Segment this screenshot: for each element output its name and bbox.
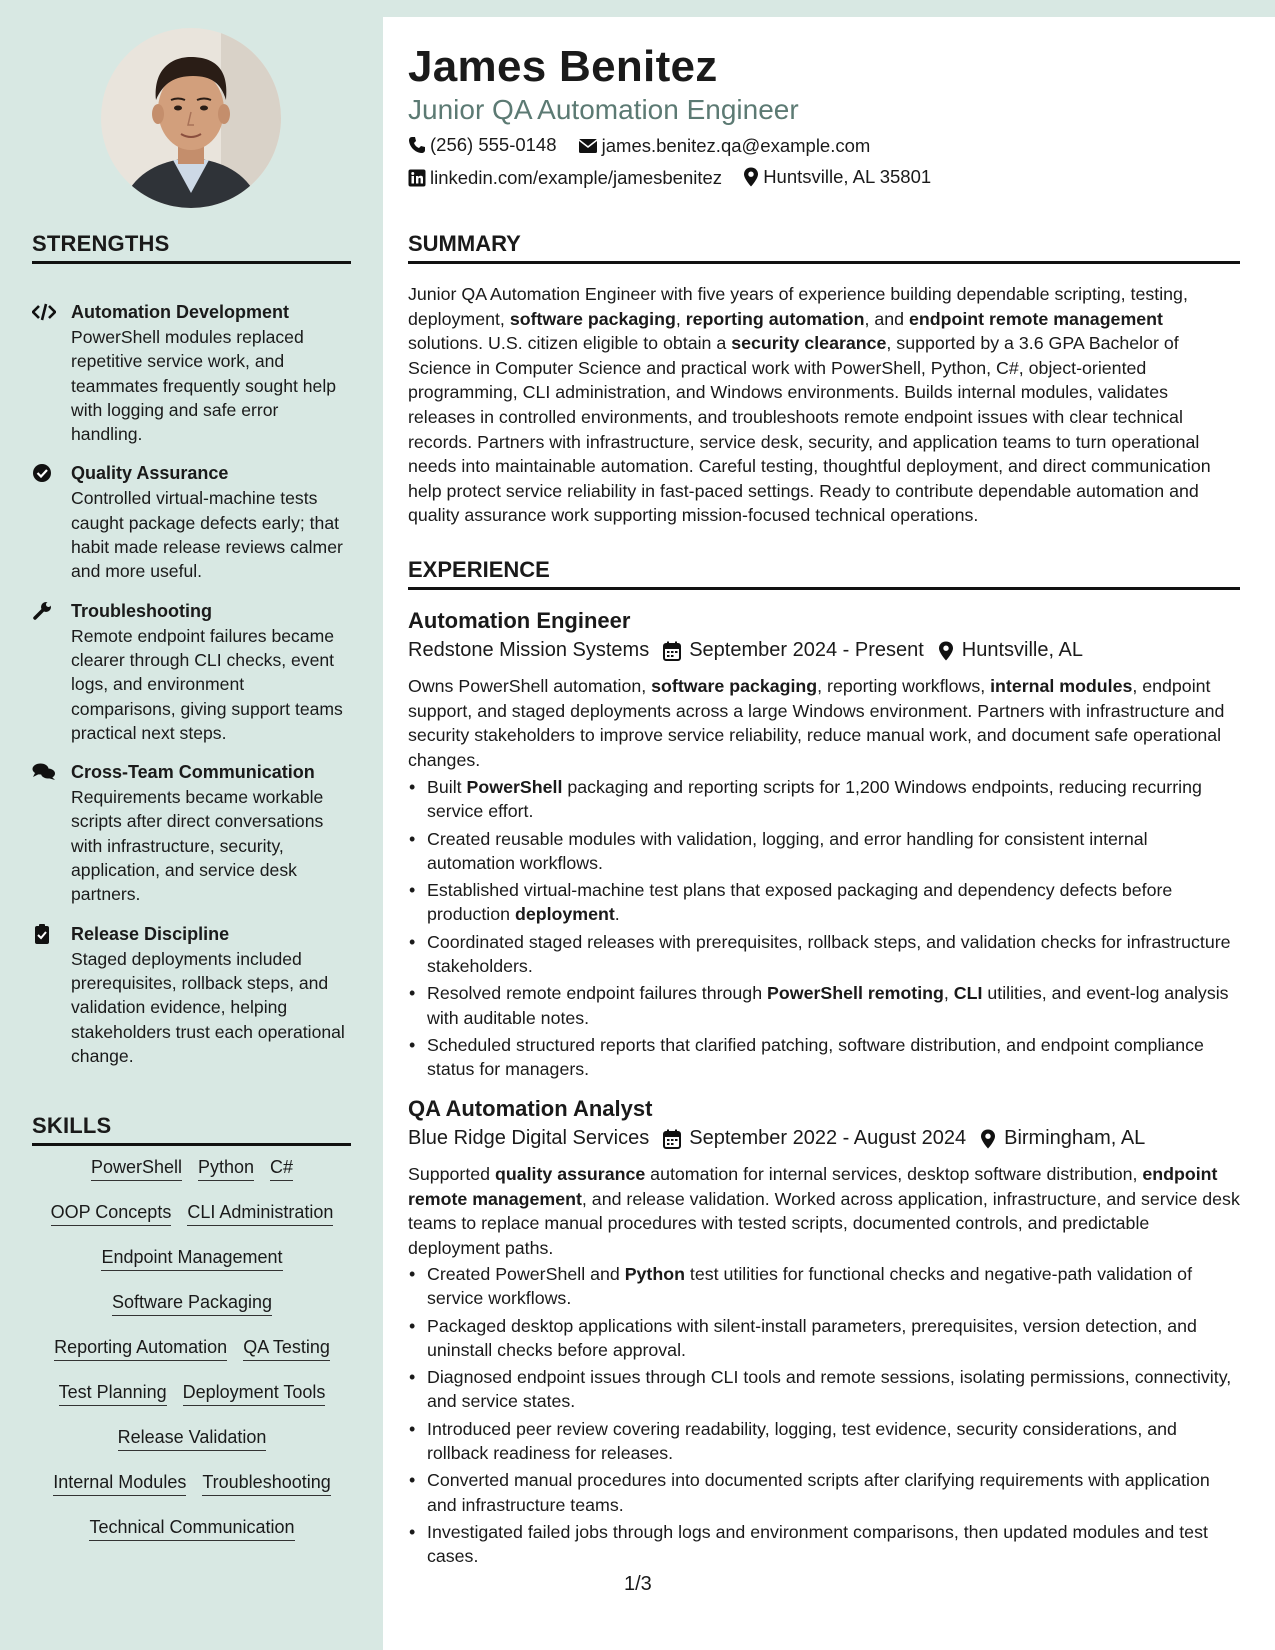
strength-text: Controlled virtual-machine tests caught package defects early; that habit made release reviews calmer and more useful. [71, 488, 343, 582]
list-item: • Packaged desktop applications with silent-install parameters, prerequisites, version detection, and uninstall checks before approval. [408, 1314, 1240, 1363]
skill-row [32, 1156, 352, 1201]
job-description: Owns PowerShell automation, software packaging, reporting workflows, internal modules, endpoint support, and staged deployments across a large Windows environment. Partners with infrastructure and security stakeholders to improve service reliability, reduce manual work, and document safe operational changes. [408, 676, 1225, 770]
linkedin-contact[interactable] [408, 167, 722, 189]
job-title: QA Automation Analyst [408, 1096, 653, 1121]
skill-row [32, 1381, 352, 1426]
skill-row [32, 1201, 352, 1246]
contact-row-2 [408, 166, 947, 192]
company-name: Redstone Mission Systems [408, 639, 650, 661]
skill-row [32, 1246, 352, 1291]
map-pin-icon [980, 1129, 996, 1149]
list-item: • Scheduled structured reports that clarified patching, software distribution, and endpoint compliance status for managers. [408, 1033, 1240, 1082]
skills-list [32, 1156, 352, 1561]
envelope-icon [578, 138, 598, 154]
strength-item [32, 461, 352, 583]
skill-tag: PowerShell [91, 1156, 182, 1181]
calendar-icon [663, 641, 681, 661]
job-location: Huntsville, AL [961, 639, 1083, 661]
top-band [383, 0, 1275, 17]
skills-heading: SKILLS [32, 1113, 351, 1146]
skill-tag: CLI Administration [187, 1201, 333, 1226]
job-dates: September 2022 - August 2024 [689, 1127, 967, 1149]
skill-row [32, 1426, 352, 1471]
linkedin-icon [408, 169, 426, 187]
summary-heading: SUMMARY [408, 231, 1240, 264]
list-item: • Created PowerShell and Python test utilities for functional checks and negative-path validation of service workflows. [408, 1262, 1240, 1311]
list-item: • Built PowerShell packaging and reporting scripts for 1,200 Windows endpoints, reducing recurring service effort. [408, 775, 1240, 824]
skill-tag: Technical Communication [89, 1516, 294, 1541]
strength-title: Release Discipline [71, 923, 230, 944]
list-item: • Coordinated staged releases with prerequisites, rollback steps, and validation checks for infrastructure stakeholders. [408, 930, 1240, 979]
skill-tag: OOP Concepts [51, 1201, 172, 1226]
calendar-icon [663, 1129, 681, 1149]
skill-tag: Release Validation [118, 1426, 267, 1451]
job-description: Supported quality assurance automation for internal services, desktop software distribution, endpoint remote management, and release validation. Worked across application, infrastructure, and service desk teams to replace manual procedures with tested scripts, documented controls, and predictable deployment paths. [408, 1164, 1240, 1258]
page-number: 1/3 [624, 1573, 652, 1595]
candidate-title: Junior QA Automation Engineer [408, 94, 799, 125]
skill-tag: Deployment Tools [183, 1381, 326, 1406]
job-location: Birmingham, AL [1004, 1127, 1146, 1149]
phone-text: (256) 555-0148 [430, 134, 557, 155]
phone-icon [408, 136, 426, 154]
location-text: Huntsville, AL 35801 [763, 166, 932, 187]
list-item: • Resolved remote endpoint failures through PowerShell remoting, CLI utilities, and event-log analysis with auditable notes. [408, 981, 1240, 1030]
skill-tag: C# [270, 1156, 293, 1181]
map-pin-icon [938, 641, 954, 661]
skill-tag: Internal Modules [53, 1471, 186, 1496]
job-title: Automation Engineer [408, 608, 631, 633]
list-item: • Investigated failed jobs through logs and environment comparisons, then updated modules and test cases. [408, 1520, 1240, 1569]
skill-tag: QA Testing [243, 1336, 330, 1361]
contact-row-1 [408, 134, 886, 159]
summary-text: Junior QA Automation Engineer with five years of experience building dependable scripting, testing, deployment, software packaging, reporting automation, and endpoint remote management solutions. U.S. citizen eligible to obtain a security clearance, supported by a 3.6 GPA Bachelor of Science in Computer Science and practical work with PowerShell, Python, C#, object-oriented programming, CLI administration, and Windows environments. Builds internal modules, validates releases in controlled environments, and troubleshoots remote endpoint issues with clear technical records. Partners with infrastructure, service desk, security, and application teams to turn operational needs into maintainable automation. Careful testing, thoughtful deployment, and direct communication help protect service reliability in fast-paced settings. Ready to contribute dependable automation and quality assurance work supporting mission-focused technical operations. [408, 284, 1211, 526]
strength-text: Staged deployments included prerequisites, rollback steps, and validation evidence, helping stakeholders trust each operational change. [71, 948, 345, 1066]
skill-tag: Troubleshooting [202, 1471, 330, 1496]
job-meta [408, 1127, 1145, 1150]
strengths-list [32, 300, 352, 1083]
skill-row [32, 1291, 352, 1336]
skill-tag: Python [198, 1156, 254, 1181]
strength-item [32, 922, 352, 1068]
strength-text: PowerShell modules replaced repetitive service work, and teammates frequently sought help with logging and safe error handling. [71, 327, 337, 445]
strength-text: Remote endpoint failures became clearer through CLI checks, event logs, and environment comparisons, giving support teams practical next steps. [71, 625, 343, 743]
skill-tag: Software Packaging [112, 1291, 272, 1316]
skill-row [32, 1471, 352, 1516]
skill-row [32, 1516, 352, 1561]
job-bullets [408, 775, 1240, 1085]
comments-icon [32, 762, 56, 782]
strength-title: Troubleshooting [71, 600, 212, 621]
phone-contact [408, 134, 557, 156]
clipboard-check-icon [32, 924, 56, 944]
strength-title: Cross-Team Communication [71, 762, 315, 783]
skill-tag: Test Planning [59, 1381, 167, 1406]
job-meta [408, 639, 1083, 662]
strength-title: Quality Assurance [71, 463, 229, 484]
list-item: • Established virtual-machine test plans that exposed packaging and dependency defects before production deployment. [408, 878, 1240, 927]
strength-item [32, 300, 352, 446]
experience-heading: EXPERIENCE [408, 557, 1240, 590]
map-pin-icon [743, 167, 759, 187]
strength-title: Automation Development [71, 302, 290, 322]
strengths-heading: STRENGTHS [32, 231, 351, 264]
strength-text: Requirements became workable scripts after direct conversations with infrastructure, security, application, and service desk partners. [71, 787, 324, 905]
list-item: • Diagnosed endpoint issues through CLI tools and remote sessions, isolating permissions, connectivity, and service states. [408, 1365, 1240, 1414]
skill-tag: Endpoint Management [101, 1246, 282, 1271]
company-name: Blue Ridge Digital Services [408, 1127, 650, 1149]
skill-row [32, 1336, 352, 1381]
candidate-name: James Benitez [408, 42, 718, 91]
strength-item [32, 760, 352, 906]
email-text[interactable]: james.benitez.qa@example.com [601, 135, 871, 156]
email-contact[interactable] [578, 135, 871, 157]
list-item: • Created reusable modules with validation, logging, and error handling for consistent internal automation workflows. [408, 827, 1240, 876]
skill-tag: Reporting Automation [54, 1336, 227, 1361]
list-item: • Introduced peer review covering readability, logging, test evidence, security considerations, and rollback readiness for releases. [408, 1417, 1240, 1466]
list-item: • Converted manual procedures into documented scripts after clarifying requirements with application and infrastructure teams. [408, 1468, 1240, 1517]
job-dates: September 2024 - Present [689, 639, 924, 661]
code-icon [32, 302, 56, 322]
location-contact [743, 166, 931, 188]
linkedin-text[interactable]: linkedin.com/example/jamesbenitez [430, 167, 723, 188]
wrench-icon [32, 601, 56, 621]
check-circle-icon [32, 463, 56, 483]
profile-photo [101, 28, 281, 208]
strength-item [32, 599, 352, 745]
job-bullets [408, 1262, 1240, 1572]
